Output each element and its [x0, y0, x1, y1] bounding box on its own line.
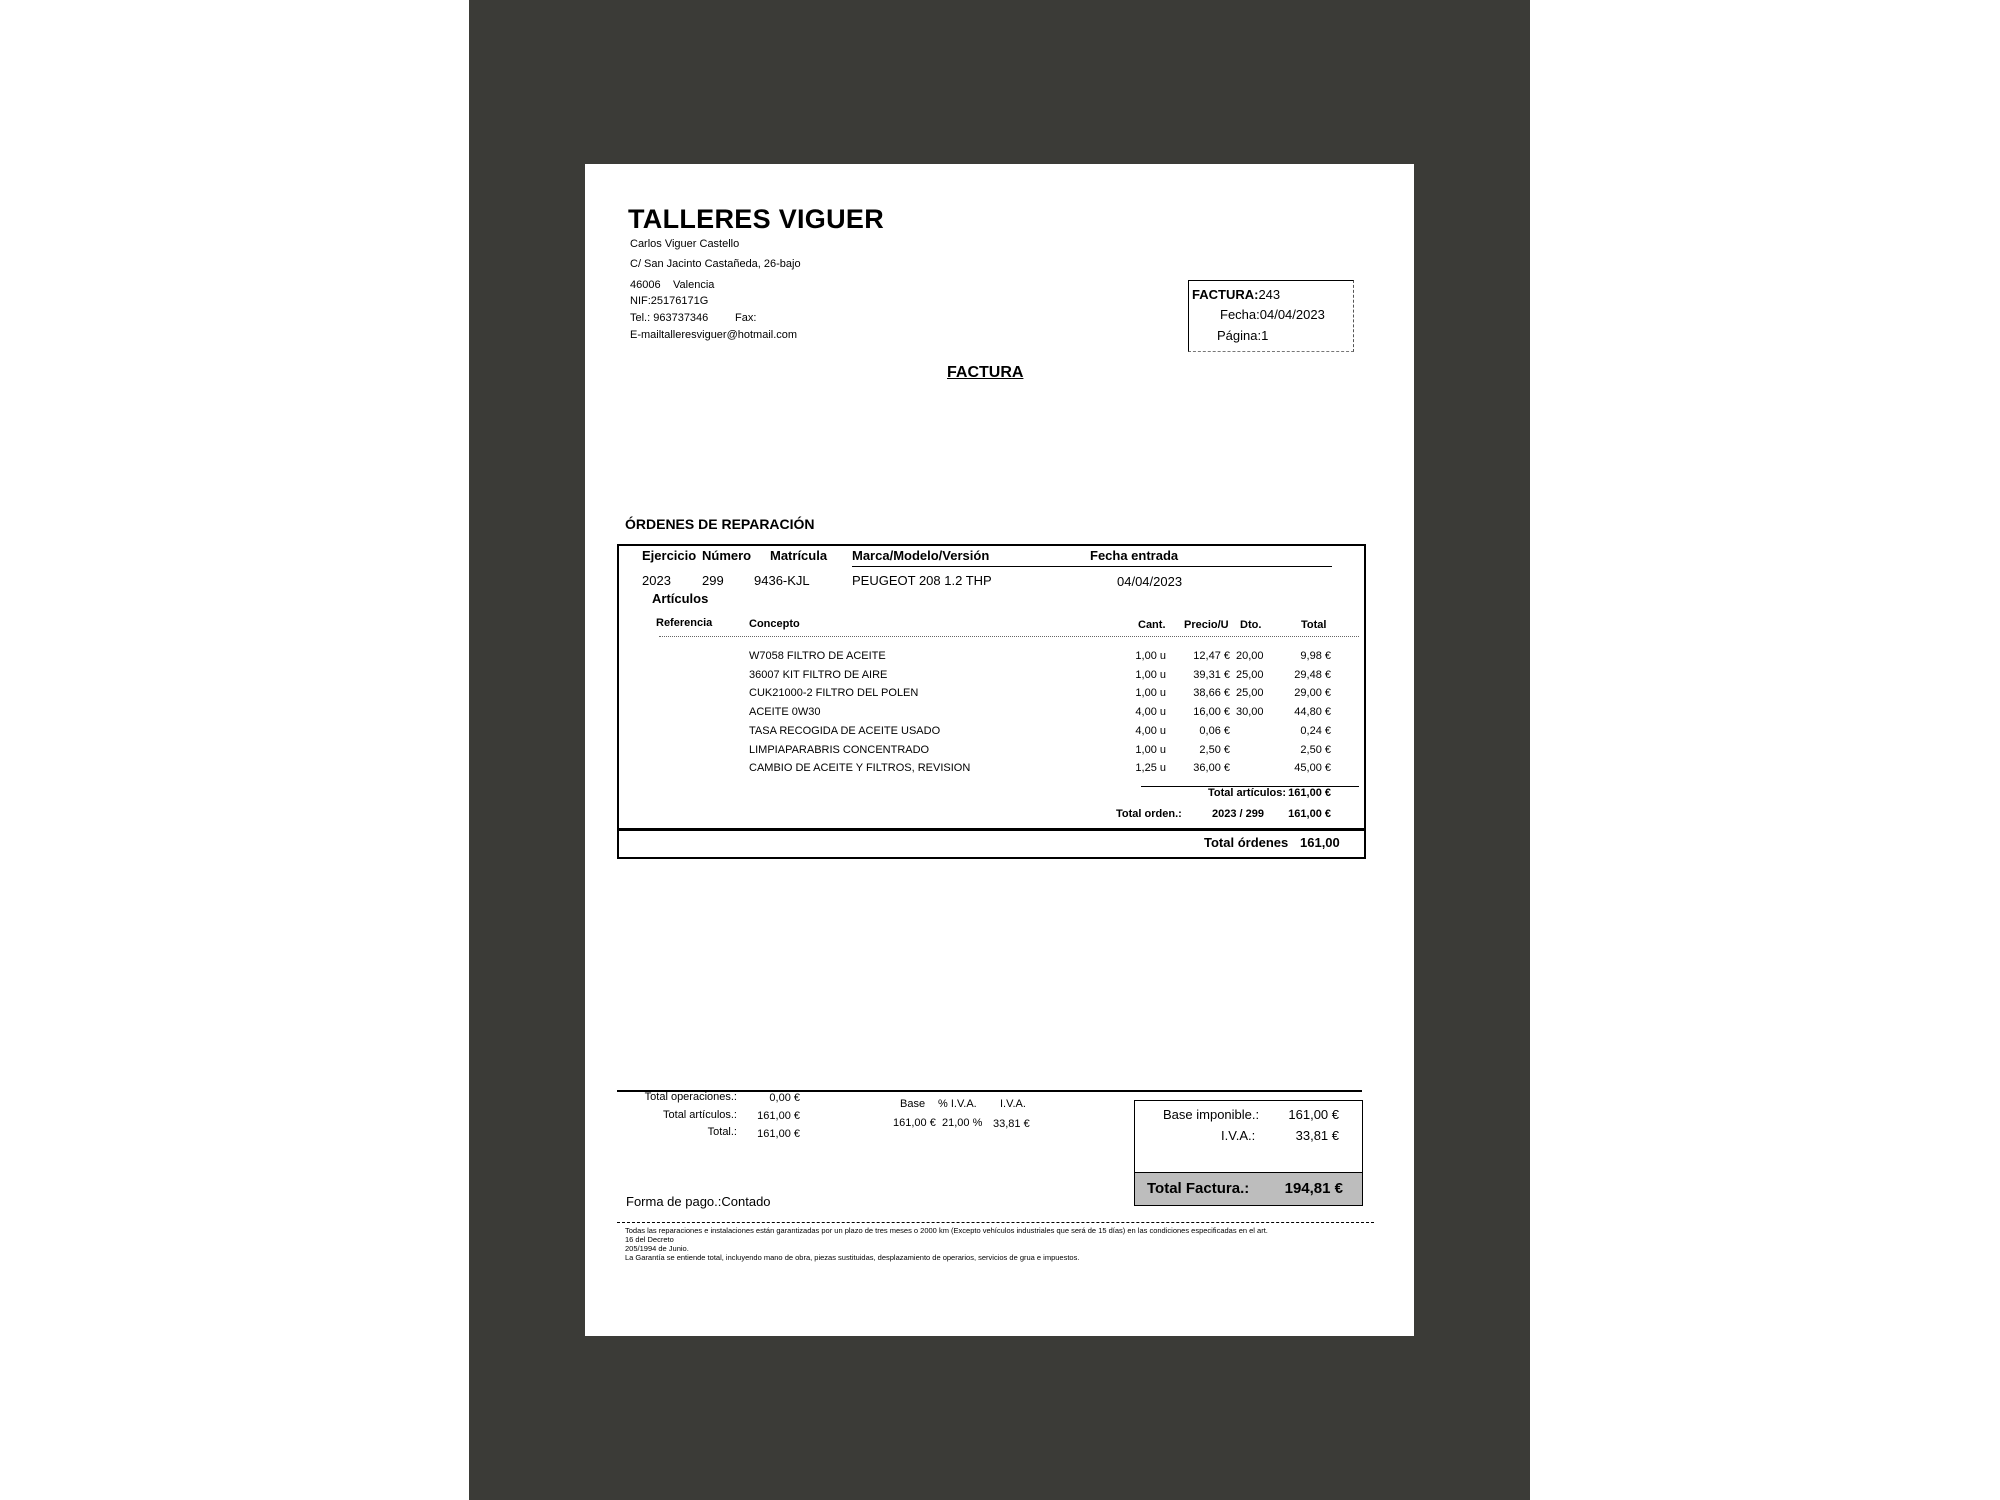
- item-dto: 30,00: [1236, 706, 1264, 719]
- total-orden-label: Total orden.:: [1116, 808, 1182, 820]
- item-total: 45,00 €: [1294, 762, 1331, 775]
- header-ejercicio: Ejercicio: [642, 548, 697, 563]
- item-total: 9,98 €: [1300, 650, 1331, 662]
- company-tel: Tel.: 963737346: [630, 312, 709, 324]
- company-fax: Fax:: [735, 312, 757, 324]
- col-dto: Dto.: [1240, 619, 1262, 631]
- invoice-page: 1: [1261, 328, 1269, 343]
- header-underline: [852, 566, 1332, 567]
- total-orden-value: 161,00 €: [1288, 808, 1331, 820]
- order-matricula: 9436-KJL: [754, 573, 810, 588]
- summary-total-value: 161,00 €: [757, 1128, 800, 1140]
- total-ordenes-value: 161,00: [1300, 835, 1340, 850]
- col-cant: Cant.: [1138, 619, 1166, 631]
- company-owner: Carlos Viguer Castello: [630, 238, 740, 250]
- col-referencia: Referencia: [656, 617, 713, 629]
- legal-rule: [617, 1222, 1374, 1223]
- invoice-date: 04/04/2023: [1259, 307, 1325, 322]
- tax-pct-value: 21,00 %: [942, 1117, 983, 1129]
- items-divider: [659, 636, 1359, 637]
- company-name: TALLERES VIGUER: [628, 204, 885, 234]
- order-numero: 299: [702, 573, 724, 588]
- item-total: 44,80 €: [1294, 706, 1331, 719]
- item-dto: 25,00: [1236, 668, 1264, 681]
- company-email: E-mailtalleresviguer@hotmail.com: [630, 329, 798, 341]
- legal-line-1: Todas las reparaciones e instalaciones están garantizadas por un plazo de tres meses o 2000 km (Excepto vehículos industriales que será de 15 días) en las condiciones especificadas en el art.: [625, 1226, 1268, 1235]
- item-cant: 1,00 u: [1135, 743, 1166, 756]
- item-concepto: 36007 KIT FILTRO DE AIRE: [749, 668, 888, 681]
- repair-order-box: [617, 544, 1366, 830]
- item-precio: 39,31 €: [1193, 668, 1230, 681]
- section-title: ÓRDENES DE REPARACIÓN: [625, 516, 815, 532]
- tax-pct-header: % I.V.A.: [938, 1098, 977, 1110]
- iva-value: 33,81 €: [1295, 1128, 1339, 1143]
- legal-line-2: 16 del Decreto: [625, 1235, 674, 1244]
- summary-articulos-value: 161,00 €: [757, 1110, 800, 1122]
- item-cant: 4,00 u: [1135, 724, 1166, 737]
- summary-articulos-label: Total artículos.:: [663, 1109, 737, 1121]
- company-city: Valencia: [673, 279, 715, 291]
- tax-iva-header: I.V.A.: [1000, 1098, 1026, 1110]
- document-title: FACTURA: [947, 364, 1024, 381]
- invoice-info-box: [1188, 280, 1354, 352]
- item-cant: 1,00 u: [1135, 668, 1166, 681]
- item-concepto: W7058 FILTRO DE ACEITE: [749, 650, 886, 662]
- item-cant: 1,00 u: [1135, 687, 1166, 700]
- header-matricula: Matrícula: [770, 548, 828, 563]
- legal-line-3: 205/1994 de Junio.: [625, 1244, 689, 1253]
- invoice-number: 243: [1258, 287, 1281, 302]
- item-precio: 16,00 €: [1193, 706, 1230, 719]
- order-ejercicio: 2023: [642, 573, 671, 588]
- header-numero: Número: [702, 548, 752, 563]
- base-imponible-label: Base imponible.:: [1163, 1107, 1260, 1122]
- item-concepto: TASA RECOGIDA DE ACEITE USADO: [749, 724, 941, 737]
- total-orden-ref: 2023 / 299: [1212, 808, 1264, 820]
- total-articulos-label: Total artículos:: [1208, 787, 1287, 799]
- summary-total-label: Total.:: [707, 1126, 737, 1138]
- item-total: 29,48 €: [1294, 668, 1331, 681]
- articulos-label: Artículos: [652, 591, 709, 606]
- order-marca: PEUGEOT 208 1.2 THP: [852, 573, 992, 588]
- item-cant: 1,00 u: [1135, 650, 1166, 662]
- item-total: 0,24 €: [1300, 724, 1331, 737]
- tax-base-header: Base: [900, 1098, 926, 1110]
- item-precio: 2,50 €: [1199, 743, 1230, 756]
- item-concepto: LIMPIAPARABRIS CONCENTRADO: [749, 743, 930, 756]
- item-dto: 25,00: [1236, 687, 1264, 700]
- header-fecha-entrada: Fecha entrada: [1090, 548, 1179, 563]
- item-concepto: CAMBIO DE ACEITE Y FILTROS, REVISION: [749, 762, 971, 775]
- item-concepto: CUK21000-2 FILTRO DEL POLEN: [749, 687, 919, 700]
- company-nif: NIF:25176171G: [630, 295, 709, 307]
- col-total: Total: [1301, 619, 1327, 631]
- item-total: 2,50 €: [1300, 743, 1331, 756]
- summary-operaciones-label: Total operaciones.:: [644, 1091, 737, 1103]
- invoice-page-label: Página:: [1217, 328, 1262, 343]
- total-factura-label: Total Factura.:: [1147, 1180, 1250, 1197]
- item-cant: 1,25 u: [1135, 762, 1166, 775]
- item-precio: 38,66 €: [1193, 687, 1230, 700]
- invoice-date-label: Fecha:: [1220, 307, 1260, 322]
- item-precio: 36,00 €: [1193, 762, 1230, 775]
- item-concepto: ACEITE 0W30: [749, 706, 821, 719]
- company-address: C/ San Jacinto Castañeda, 26-bajo: [630, 258, 801, 270]
- order-fecha: 04/04/2023: [1117, 574, 1183, 589]
- legal-line-4: La Garantía se entiende total, incluyendo mano de obra, piezas sustituidas, desplazamiento de operarios, servicios de grua e impuestos.: [625, 1253, 1080, 1262]
- item-precio: 12,47 €: [1193, 650, 1230, 662]
- company-postal: 46006: [630, 279, 661, 291]
- total-ordenes-label: Total órdenes: [1204, 835, 1289, 850]
- total-factura-value: 194,81 €: [1284, 1180, 1343, 1197]
- item-total: 29,00 €: [1294, 687, 1331, 700]
- col-precio: Precio/U: [1184, 619, 1229, 631]
- base-imponible-value: 161,00 €: [1288, 1107, 1339, 1122]
- tax-iva-value: 33,81 €: [993, 1118, 1030, 1130]
- invoice-page: [585, 164, 1414, 1336]
- invoice-number-label: FACTURA:: [1192, 287, 1259, 302]
- summary-operaciones-value: 0,00 €: [769, 1092, 800, 1104]
- item-cant: 4,00 u: [1135, 706, 1166, 719]
- col-concepto: Concepto: [749, 618, 800, 630]
- tax-base-value: 161,00 €: [893, 1117, 936, 1129]
- item-dto: 20,00: [1236, 650, 1264, 662]
- total-articulos-value: 161,00 €: [1288, 787, 1331, 799]
- iva-label: I.V.A.:: [1221, 1128, 1256, 1143]
- total-ordenes-row: [617, 829, 1366, 859]
- header-marca: Marca/Modelo/Versión: [852, 548, 990, 563]
- total-factura-bar: [1134, 1172, 1363, 1206]
- forma-pago: Forma de pago.:Contado: [626, 1194, 771, 1209]
- item-precio: 0,06 €: [1199, 724, 1230, 737]
